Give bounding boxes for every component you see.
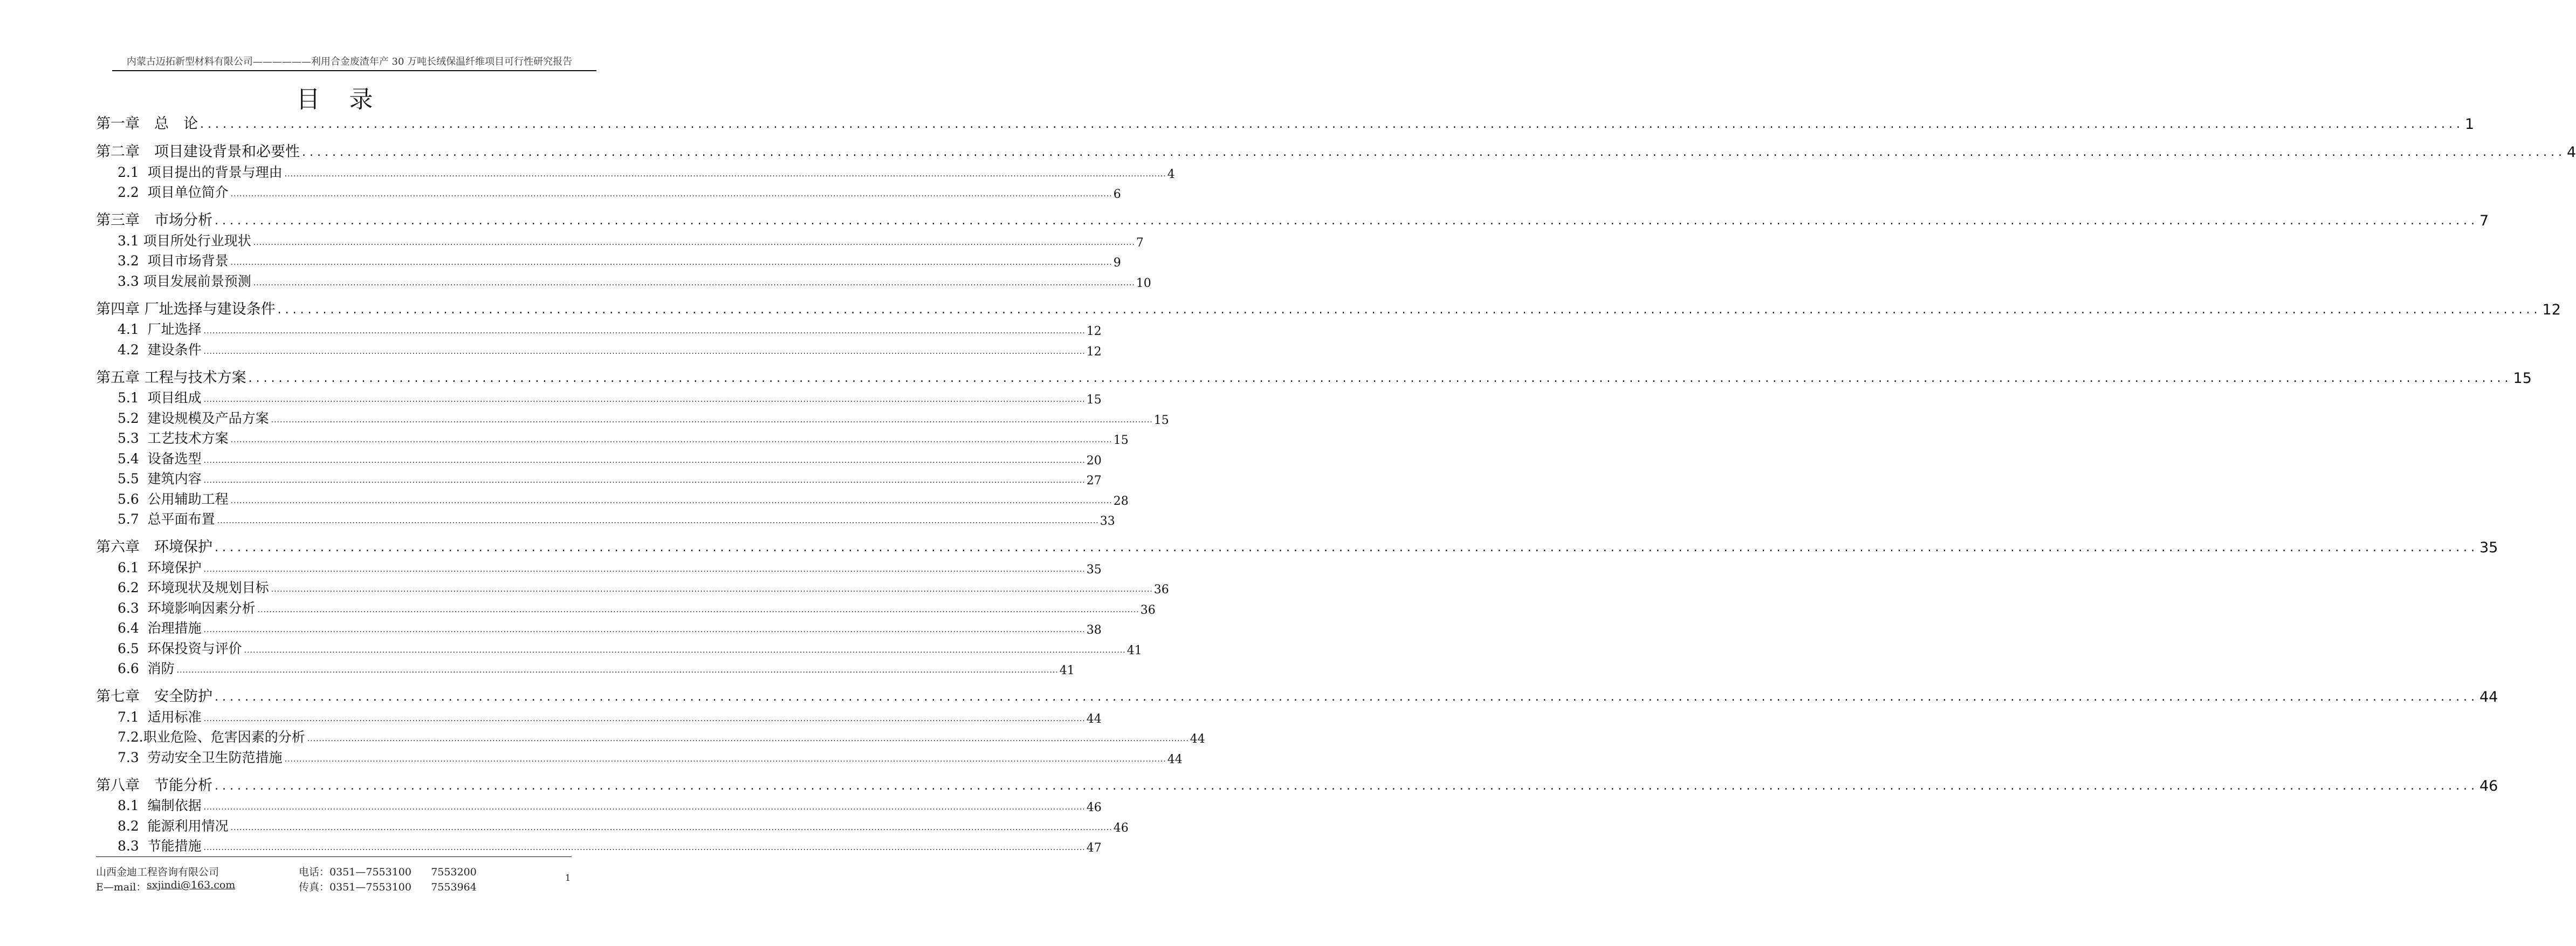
toc-entry-label: 5.2 建设规模及产品方案 [118,410,269,426]
toc-entry-label: 2.1 项目提出的背景与理由 [118,164,283,180]
toc-entry-label: 8.2 能源利用情况 [118,818,229,834]
toc-section-entry[interactable] [96,726,1205,746]
toc-entry-label: 第八章 节能分析 [96,777,212,794]
toc-entry-label: 3.2 项目市场背景 [118,253,229,269]
toc-dot-leader: ............................................................................................................................................................................................................................................................................................................ [271,415,1153,424]
toc-section-entry[interactable] [96,835,1102,855]
toc-dot-leader: ............................................................................................................................................................................................................................................................................................................ [230,258,1112,267]
toc-page-number: 15 [1086,393,1102,407]
toc-section-entry[interactable] [96,814,1129,835]
toc-entry-label: 第四章 厂址选择与建设条件 [96,300,276,318]
toc-entry-label: 第一章 总 论 [96,115,198,132]
toc-entry-label: 2.2 项目单位简介 [118,184,229,200]
toc-section-entry[interactable] [96,447,1102,468]
toc-entry-label: 6.4 治理措施 [118,620,202,636]
toc-section-entry[interactable] [96,794,1102,815]
toc-page-number: 9 [1113,256,1121,270]
toc-entry-label: 6.5 环保投资与评价 [118,640,242,656]
toc-entry-label: 6.3 环境影响因素分析 [118,600,256,616]
toc-entry-label: 5.7 总平面布置 [118,511,215,527]
toc-page-number: 44 [1086,712,1102,726]
toc-chapter-entry[interactable] [96,366,2532,387]
toc-page-number: 46 [1086,801,1102,814]
toc-entry-label: 第二章 项目建设背景和必要性 [96,143,300,160]
toc-chapter-entry[interactable] [96,536,2498,556]
toc-chapter-entry[interactable] [96,140,2576,161]
toc-section-entry[interactable] [96,407,1169,427]
toc-entry-label: 8.1 编制依据 [118,798,202,813]
toc-section-entry[interactable] [96,637,1142,657]
toc-entry-label: 第六章 环境保护 [96,539,212,556]
toc-entry-label: 5.1 项目组成 [118,390,202,406]
toc-page-number: 12 [1086,325,1102,338]
toc-dot-leader: ............................................................................................................................................................................................................................................................................................................ [230,436,1112,444]
toc-dot-leader: ............................................................................................................................................................................................................................................................................................................ [203,844,1086,852]
toc-entry-label: 5.4 设备选型 [118,450,202,467]
toc-dot-leader: ............................................................................................................................................................................................................................................................................................................ [230,823,1112,832]
toc-page-number: 44 [1167,752,1183,766]
toc-dot-leader: ............................................................................................................................................................................................................................................................................................................ [244,646,1126,655]
toc-section-entry[interactable] [96,468,1102,488]
toc-dot-leader: ............................................................................................................................................................................................................................................................................................................ [307,735,1189,743]
toc-entry-label: 4.1 厂址选择 [118,321,202,337]
toc-page-number: 35 [2479,539,2498,556]
toc-entry-label: 5.3 工艺技术方案 [118,430,229,446]
toc-entry-label: 5.6 公用辅助工程 [118,491,229,507]
toc-section-entry[interactable] [96,318,1102,339]
toc-page-number: 10 [1136,276,1151,290]
toc-dot-leader: ............................................................................................................................................................................................................................................................................................................ [203,803,1086,812]
toc-dot-leader: ............................................................................................................................................................................................................................................................................................................ [203,714,1086,723]
toc-page-number: 15 [1153,413,1169,427]
toc-page-number: 4 [1167,167,1175,181]
toc-page-number: 36 [1140,603,1156,617]
toc-entry-label: 7.2.职业危险、危害因素的分析 [118,729,305,745]
toc-page-number: 38 [1086,623,1102,637]
toc-page-number: 41 [1059,664,1075,677]
page-header: 内蒙古迈拓新型材料有限公司——————利用合金废渣年产 30 万吨长绒保温纤维项目可行性研究报告 [126,56,573,67]
toc-section-entry[interactable] [96,229,1144,250]
toc-section-entry[interactable] [96,657,1075,678]
toc-section-entry[interactable] [96,250,1121,270]
toc-entry-label: 4.2 建设条件 [118,341,202,358]
toc-chapter-entry[interactable] [96,685,2498,705]
header-rule [112,70,596,71]
toc-page-number: 7 [1136,236,1144,250]
toc-dot-leader: ............................................................................................................................................................................................................................................................................................................ [230,496,1112,505]
toc-dot-leader: ............................................................................................................................................................................................................................................................................................................ [203,327,1086,335]
toc-section-entry[interactable] [96,597,1156,617]
toc-dot-leader: ............................................................................................................................................................................................................................................................................................................ [248,371,2512,385]
toc-entry-label: 第五章 工程与技术方案 [96,369,246,386]
toc-dot-leader: ............................................................................................................................................................................................................................................................................................................ [215,779,2478,793]
toc-dot-leader: ............................................................................................................................................................................................................................................................................................................ [215,690,2478,704]
toc-section-entry[interactable] [96,181,1121,202]
toc-entry-label: 8.3 节能措施 [118,838,202,854]
toc-page-number: 4 [2566,144,2576,161]
toc-entry-label: 第三章 市场分析 [96,212,212,229]
footer-fax: 传真：0351—7553100 7553964 [299,881,477,893]
toc-dot-leader: ............................................................................................................................................................................................................................................................................................................ [203,456,1086,465]
toc-section-entry[interactable] [96,556,1102,577]
toc-dot-leader: ............................................................................................................................................................................................................................................................................................................ [203,626,1086,634]
toc-dot-leader: ............................................................................................................................................................................................................................................................................................................ [200,118,2464,131]
toc-page-number: 46 [2479,777,2498,794]
toc-dot-leader: ............................................................................................................................................................................................................................................................................................................ [217,517,1099,525]
footer-rule [96,856,572,857]
toc-dot-leader: ............................................................................................................................................................................................................................................................................................................ [203,565,1086,574]
toc-section-entry[interactable] [96,161,1175,181]
toc-page-number: 35 [1086,563,1102,577]
toc-dot-leader: ............................................................................................................................................................................................................................................................................................................ [284,169,1166,179]
toc-section-entry[interactable] [96,488,1129,508]
toc-dot-leader: ............................................................................................................................................................................................................................................................................................................ [230,190,1112,198]
toc-dot-leader: ............................................................................................................................................................................................................................................................................................................ [253,278,1135,287]
toc-entry-label: 7.3 劳动安全卫生防范措施 [118,749,283,765]
toc-page-number: 15 [2513,369,2532,387]
toc-section-entry[interactable] [96,577,1169,597]
toc-chapter-entry[interactable] [96,112,2475,133]
toc-page-number: 7 [2479,212,2489,229]
toc-page-number: 27 [1086,474,1102,488]
toc-section-entry[interactable] [96,746,1183,766]
footer-email-link[interactable]: sxjindi@163.com [147,879,236,891]
toc-page-number: 12 [2542,301,2561,318]
toc-chapter-entry[interactable] [96,209,2489,229]
toc-page-number: 33 [1100,515,1115,528]
footer-company: 山西金迪工程咨询有限公司 [96,866,219,878]
toc-section-entry[interactable] [96,387,1102,407]
toc-page-number: 47 [1086,841,1102,855]
toc-title: 目录 [296,86,402,113]
toc-page-number: 15 [1113,434,1129,447]
toc-entry-label: 6.2 环境现状及规划目标 [118,580,269,595]
toc-entry-label: 5.5 建筑内容 [118,471,202,486]
toc-entry-label: 第七章 安全防护 [96,688,212,705]
toc-dot-leader: ............................................................................................................................................................................................................................................................................................................ [203,347,1086,356]
toc-chapter-entry[interactable] [96,298,2561,318]
page-number: 1 [565,873,571,883]
toc-dot-leader: ............................................................................................................................................................................................................................................................................................................ [302,146,2566,159]
toc-section-entry[interactable] [96,338,1102,359]
toc-entry-label: 3.3 项目发展前景预测 [118,273,251,289]
toc-entry-label: 7.1 适用标准 [118,709,202,725]
toc-dot-leader: ............................................................................................................................................................................................................................................................................................................ [253,238,1135,247]
toc-entry-label: 3.1 项目所处行业现状 [118,232,251,249]
toc-dot-leader: ............................................................................................................................................................................................................................................................................................................ [215,214,2478,228]
toc-entry-label: 6.6 消防 [118,661,175,676]
toc-page-number: 6 [1113,188,1121,201]
toc-section-entry[interactable] [96,427,1129,448]
toc-page-number: 20 [1086,454,1102,468]
toc-section-entry[interactable] [96,270,1151,290]
toc-page-number: 44 [1190,732,1205,746]
toc-chapter-entry[interactable] [96,774,2498,794]
toc-page-number: 41 [1126,643,1142,657]
toc-page-number: 44 [2479,689,2498,705]
toc-page-number: 12 [1086,345,1102,359]
footer-phone: 电话：0351—7553100 7553200 [299,866,477,878]
toc-page-number: 28 [1113,494,1129,508]
toc-page-number: 46 [1113,821,1129,835]
toc-page-number: 1 [2464,116,2475,133]
toc-page-number: 36 [1153,583,1169,597]
table-of-contents [96,112,2576,855]
toc-dot-leader: ............................................................................................................................................................................................................................................................................................................ [215,541,2478,554]
toc-dot-leader: ............................................................................................................................................................................................................................................................................................................ [257,605,1139,614]
footer-email-label: E—mail： [96,881,147,893]
toc-dot-leader: ............................................................................................................................................................................................................................................................................................................ [284,755,1166,764]
toc-dot-leader: ............................................................................................................................................................................................................................................................................................................ [176,666,1059,675]
toc-entry-label: 6.1 环境保护 [118,559,202,575]
toc-dot-leader: ............................................................................................................................................................................................................................................................................................................ [203,395,1086,404]
toc-section-entry[interactable] [96,508,1115,529]
toc-section-entry[interactable] [96,705,1102,726]
toc-dot-leader: ............................................................................................................................................................................................................................................................................................................ [277,303,2541,317]
toc-dot-leader: ............................................................................................................................................................................................................................................................................................................ [271,585,1153,594]
toc-dot-leader: ............................................................................................................................................................................................................................................................................................................ [203,476,1086,485]
toc-section-entry[interactable] [96,617,1102,637]
